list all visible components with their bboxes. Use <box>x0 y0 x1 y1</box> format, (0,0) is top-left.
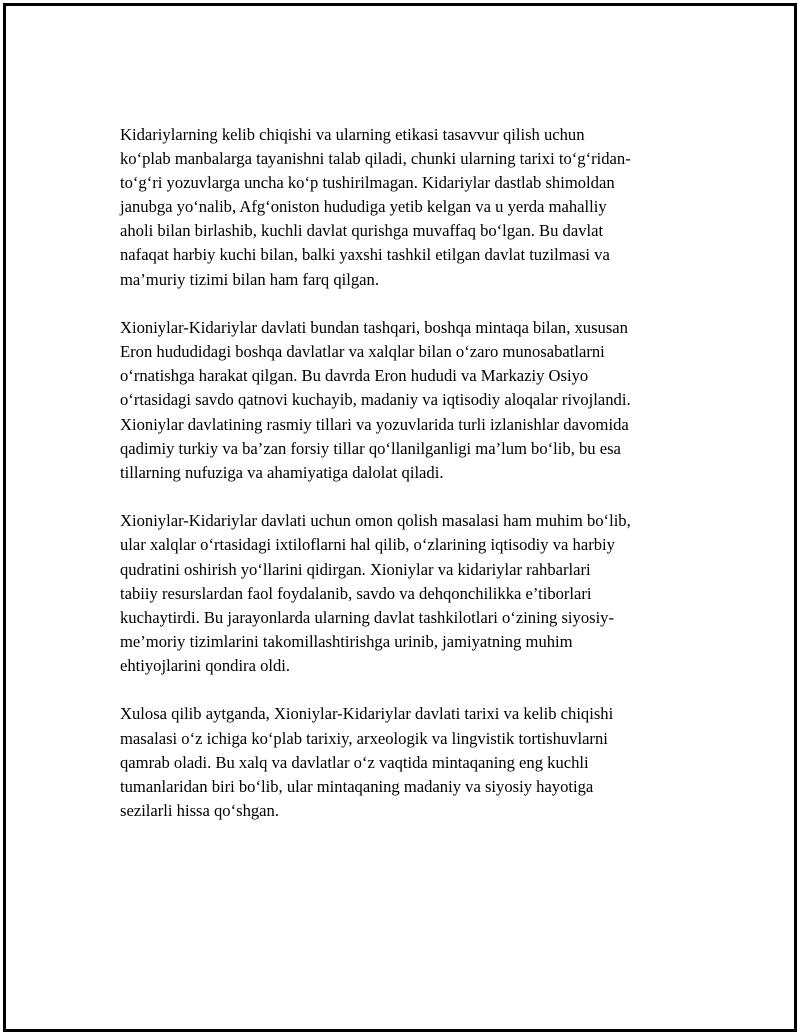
text-line: Eron hududidagi boshqa davlatlar va xalqlar bilan o‘zaro munosabatlarni <box>120 342 605 362</box>
text-line: Xioniylar-Kidariylar davlati uchun omon qolish masalasi ham muhim bo‘lib, <box>120 511 631 531</box>
text-line: tabiiy resurslardan faol foydalanib, savdo va dehqonchilikka e’tiborlari <box>120 583 592 603</box>
text-line: tillarning nufuziga va ahamiyatiga dalolat qiladi. <box>120 462 444 482</box>
text-line: ko‘plab manbalarga tayanishni talab qiladi, chunki ularning tarixi to‘g‘ridan- <box>120 149 631 169</box>
text-line: ma’muriy tizimi bilan ham farq qilgan. <box>120 269 379 289</box>
text-line: qudratini oshirish yo‘llarini qidirgan. Xioniylar va kidariylar rahbarlari <box>120 559 591 579</box>
document-body <box>120 123 700 847</box>
page-border <box>3 3 797 1032</box>
text-line: sezilarli hissa qo‘shgan. <box>120 800 279 820</box>
text-line: qamrab oladi. Bu xalq va davlatlar o‘z vaqtida mintaqaning eng kuchli <box>120 752 589 772</box>
paragraph-4 <box>120 702 700 822</box>
text-line: janubga yo‘nalib, Afg‘oniston hududiga yetib kelgan va u yerda mahalliy <box>120 197 607 217</box>
text-line: ular xalqlar o‘rtasidagi ixtiloflarni hal qilib, o‘zlarining iqtisodiy va harbiy <box>120 535 615 555</box>
text-line: Kidariylarning kelib chiqishi va ularning etikasi tasavvur qilish uchun <box>120 125 585 144</box>
text-line: nafaqat harbiy kuchi bilan, balki yaxshi tashkil etilgan davlat tuzilmasi va <box>120 245 610 265</box>
text-line: o‘rtasidagi savdo qatnovi kuchayib, madaniy va iqtisodiy aloqalar rivojlandi. <box>120 390 631 410</box>
paragraph-1 <box>120 123 700 292</box>
paragraph-3 <box>120 509 700 678</box>
text-line: masalasi o‘z ichiga ko‘plab tarixiy, arxeologik va lingvistik tortishuvlarni <box>120 728 608 748</box>
text-line: me’moriy tizimlarini takomillashtirishga urinib, jamiyatning muhim <box>120 631 573 651</box>
text-line: Xioniylar-Kidariylar davlati bundan tashqari, boshqa mintaqa bilan, xususan <box>120 318 628 338</box>
text-line: aholi bilan birlashib, kuchli davlat qurishga muvaffaq bo‘lgan. Bu davlat <box>120 221 604 241</box>
text-line: ehtiyojlarini qondira oldi. <box>120 655 291 675</box>
paragraph-2 <box>120 316 700 485</box>
text-line: kuchaytirdi. Bu jarayonlarda ularning davlat tashkilotlari o‘zining siyosiy- <box>120 607 615 627</box>
text-line: tumanlaridan biri bo‘lib, ular mintaqaning madaniy va siyosiy hayotiga <box>120 776 594 796</box>
text-line: o‘rnatishga harakat qilgan. Bu davrda Eron hududi va Markaziy Osiyo <box>120 366 589 386</box>
text-line: to‘g‘ri yozuvlarga uncha ko‘p tushirilmagan. Kidariylar dastlab shimoldan <box>120 173 615 193</box>
text-line: qadimiy turkiy va ba’zan forsiy tillar qo‘llanilganligi ma’lum bo‘lib, bu esa <box>120 438 621 458</box>
text-line: Xioniylar davlatining rasmiy tillari va yozuvlarida turli izlanishlar davomida <box>120 414 629 434</box>
text-line: Xulosa qilib aytganda, Xioniylar-Kidariylar davlati tarixi va kelib chiqishi <box>120 704 614 724</box>
